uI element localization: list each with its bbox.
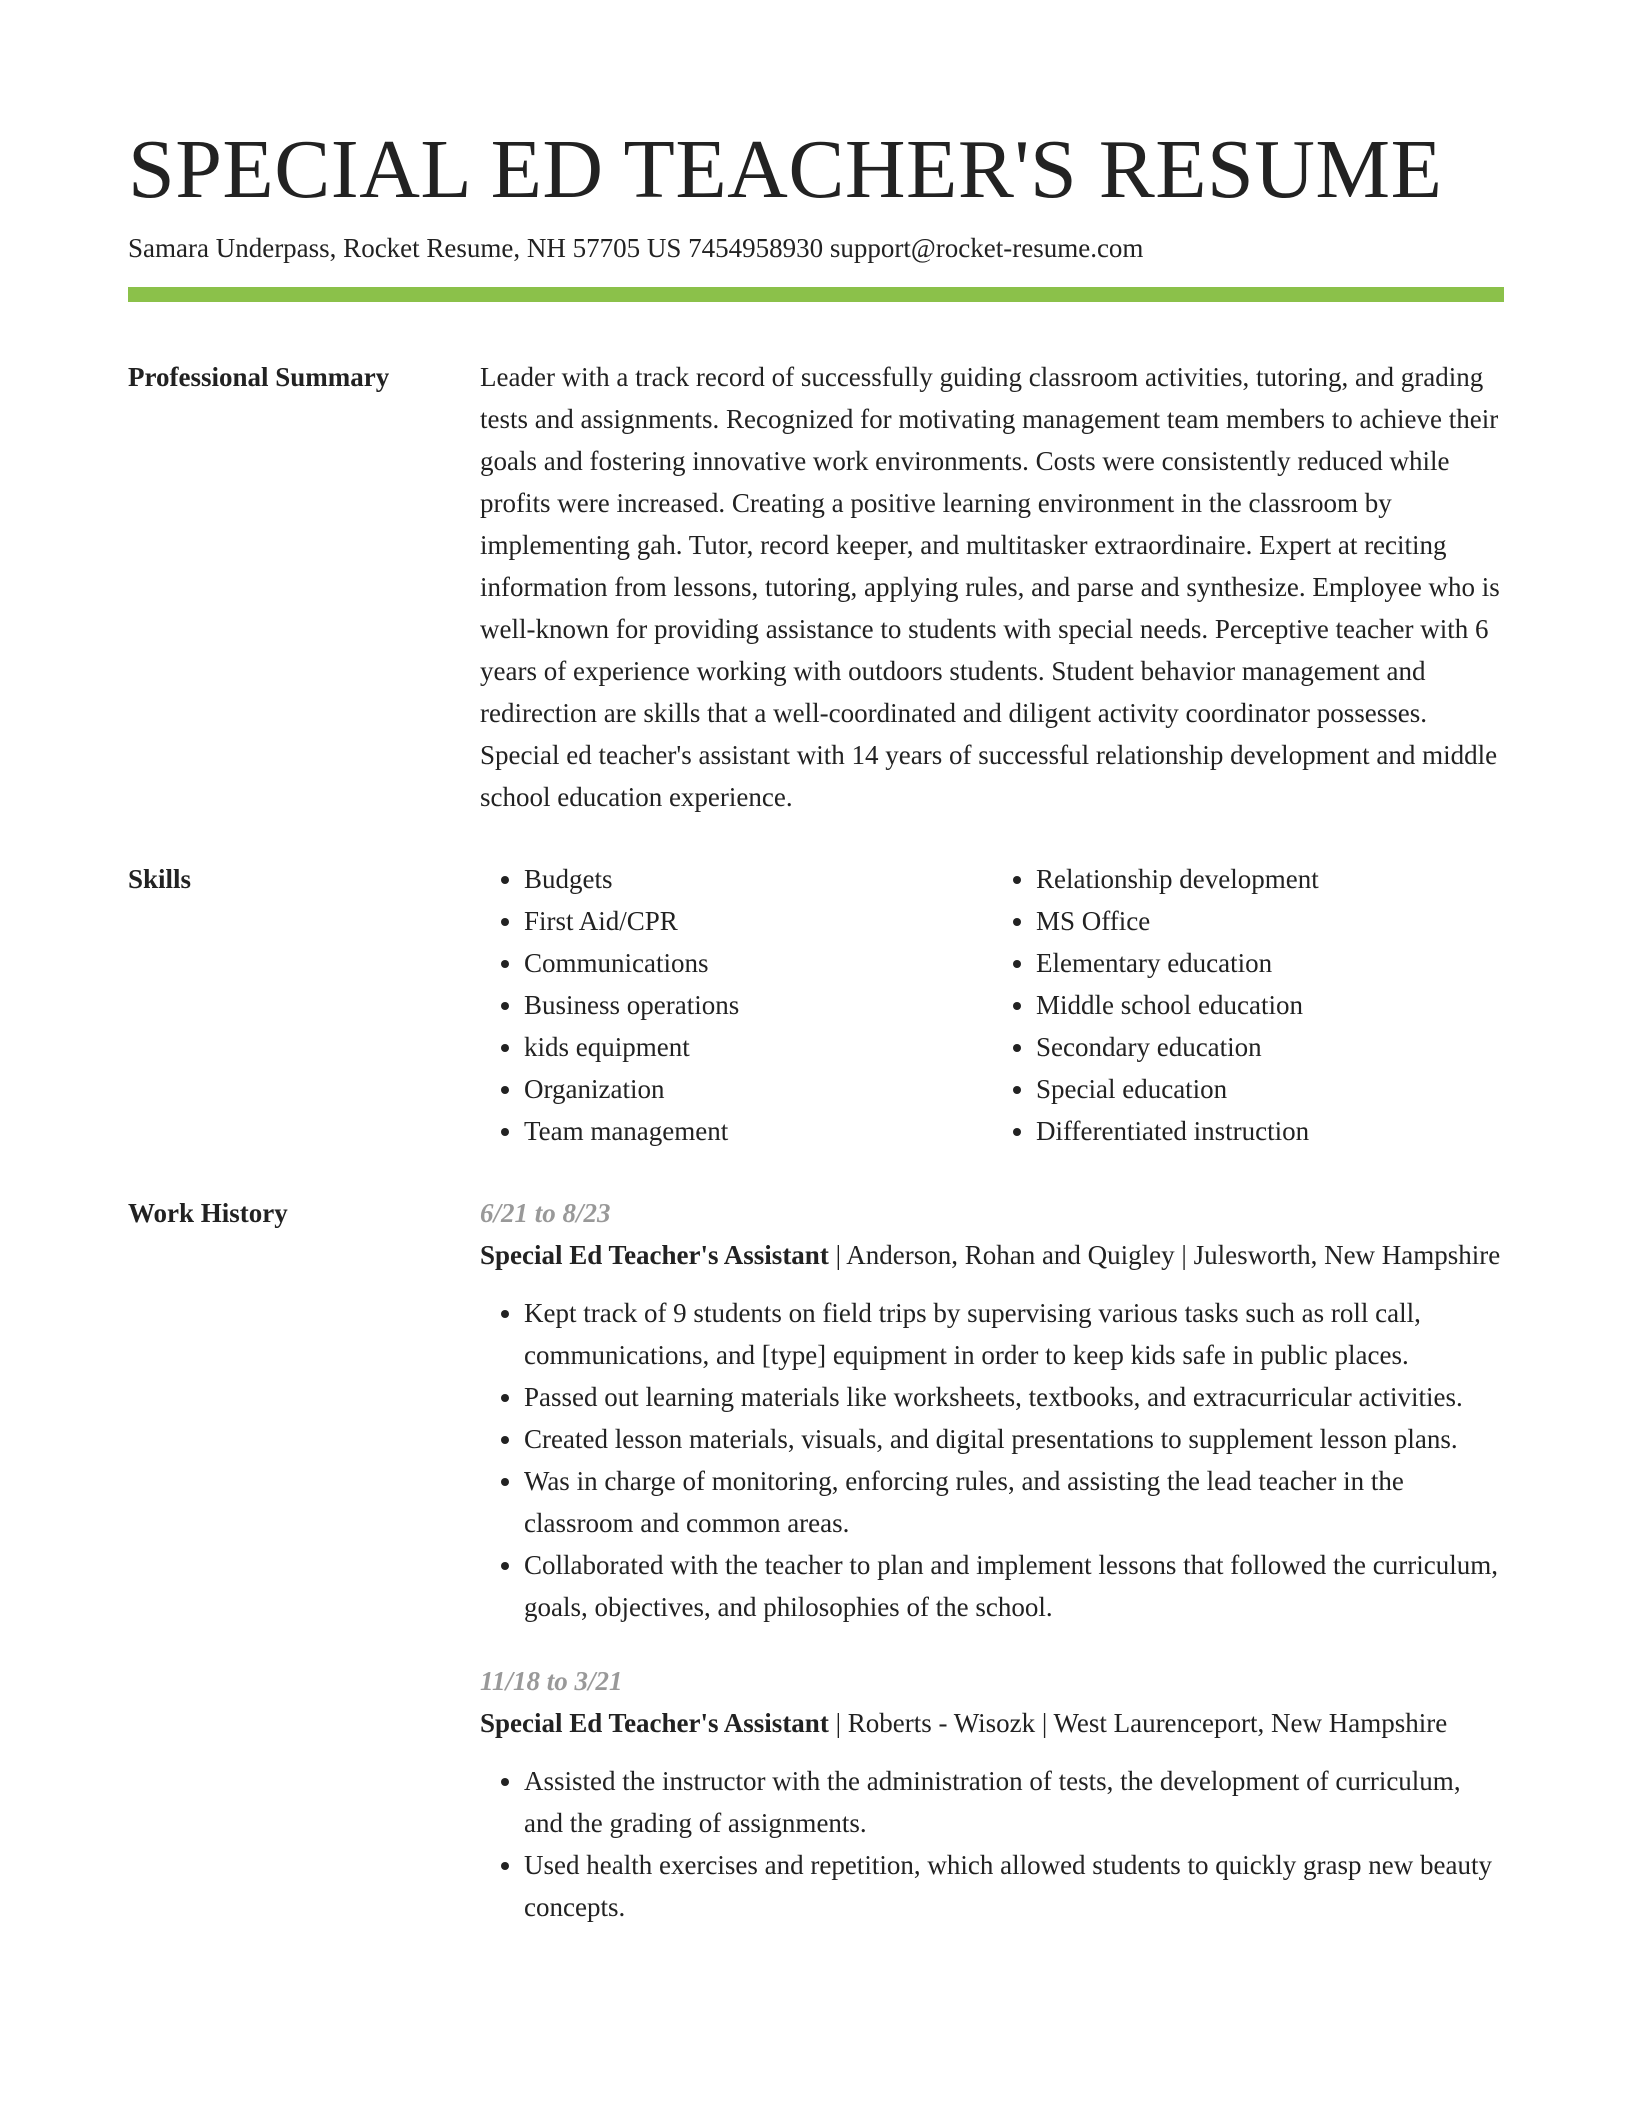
job-entry	[480, 1660, 1504, 1928]
job-dates: 11/18 to 3/21	[480, 1666, 623, 1696]
job-duty: • Collaborated with the teacher to plan and implement lessons that followed the curriculum, goals, objectives, and philosophies of the school.	[524, 1544, 1504, 1628]
job-duty: • Assisted the instructor with the administration of tests, the development of curriculum, and the grading of assignments.	[524, 1760, 1504, 1844]
skill-item: • Middle school education	[1036, 984, 1504, 1026]
skills-label: Skills	[128, 864, 192, 894]
skill-item: • Differentiated instruction	[1036, 1110, 1504, 1152]
job-employer-location: | Roberts - Wisozk | West Laurenceport, New Hampshire	[828, 1708, 1448, 1738]
skills-list-left	[480, 858, 992, 1152]
job-title: Special Ed Teacher's Assistant	[480, 1240, 829, 1270]
job-duty: • Created lesson materials, visuals, and digital presentations to supplement lesson plans.	[524, 1418, 1504, 1460]
skill-item: • Budgets	[524, 858, 992, 900]
skill-item: • kids equipment	[524, 1026, 992, 1068]
skill-item: • Business operations	[524, 984, 992, 1026]
skill-item: • MS Office	[1036, 900, 1504, 942]
job-duty: • Kept track of 9 students on field trips by supervising various tasks such as roll call, communications, and [type] equipment in order to keep kids safe in public places.	[524, 1292, 1504, 1376]
skill-item: • Relationship development	[1036, 858, 1504, 900]
header-divider	[128, 287, 1504, 302]
job-duty: • Passed out learning materials like worksheets, textbooks, and extracurricular activities.	[524, 1376, 1504, 1418]
resume-title: SPECIAL ED TEACHER'S RESUME	[128, 123, 1443, 216]
skill-item: • Special education	[1036, 1068, 1504, 1110]
skill-item: • Communications	[524, 942, 992, 984]
job-duty: • Was in charge of monitoring, enforcing rules, and assisting the lead teacher in the classroom and common areas.	[524, 1460, 1504, 1544]
job-heading	[480, 1234, 1504, 1276]
job-heading	[480, 1702, 1504, 1744]
job-employer-location: | Anderson, Rohan and Quigley | Julesworth, New Hampshire	[828, 1240, 1501, 1270]
contact-line: Samara Underpass, Rocket Resume, NH 57705 US 7454958930 support@rocket-resume.com	[128, 233, 1144, 263]
summary-text: Leader with a track record of successfully guiding classroom activities, tutoring, and grading tests and assignments. Recognized for motivating management team members to achieve their goals and fostering innovative work environments. Costs were consistently reduced while profits were increased. Creating a positive learning environment in the classroom by implementing gah. Tutor, record keeper, and multitasker extraordinaire. Expert at reciting information from lessons, tutoring, applying rules, and parse and synthesize. Employee who is well-known for providing assistance to students with special needs. Perceptive teacher with 6 years of experience working with outdoors students. Student behavior management and redirection are skills that a well-coordinated and diligent activity coordinator possesses. Special ed teacher's assistant with 14 years of successful relationship development and middle school education experience.	[480, 362, 1500, 812]
work-history-section	[128, 1192, 1504, 1928]
job-title: Special Ed Teacher's Assistant	[480, 1708, 829, 1738]
skill-item: • Secondary education	[1036, 1026, 1504, 1068]
skill-item: • First Aid/CPR	[524, 900, 992, 942]
skill-item: • Elementary education	[1036, 942, 1504, 984]
job-dates: 6/21 to 8/23	[480, 1198, 611, 1228]
skill-item: • Organization	[524, 1068, 992, 1110]
job-duties-list	[480, 1760, 1504, 1928]
job-duties-list	[480, 1292, 1504, 1628]
resume-page	[128, 120, 1504, 1928]
skills-section	[128, 858, 1504, 1152]
job-entry	[480, 1192, 1504, 1628]
job-duty: • Used health exercises and repetition, which allowed students to quickly grasp new beauty concepts.	[524, 1844, 1504, 1928]
summary-section	[128, 356, 1504, 818]
work-history-label: Work History	[128, 1198, 288, 1228]
summary-label: Professional Summary	[128, 362, 390, 392]
skills-list-right	[992, 858, 1504, 1152]
skill-item: • Team management	[524, 1110, 992, 1152]
